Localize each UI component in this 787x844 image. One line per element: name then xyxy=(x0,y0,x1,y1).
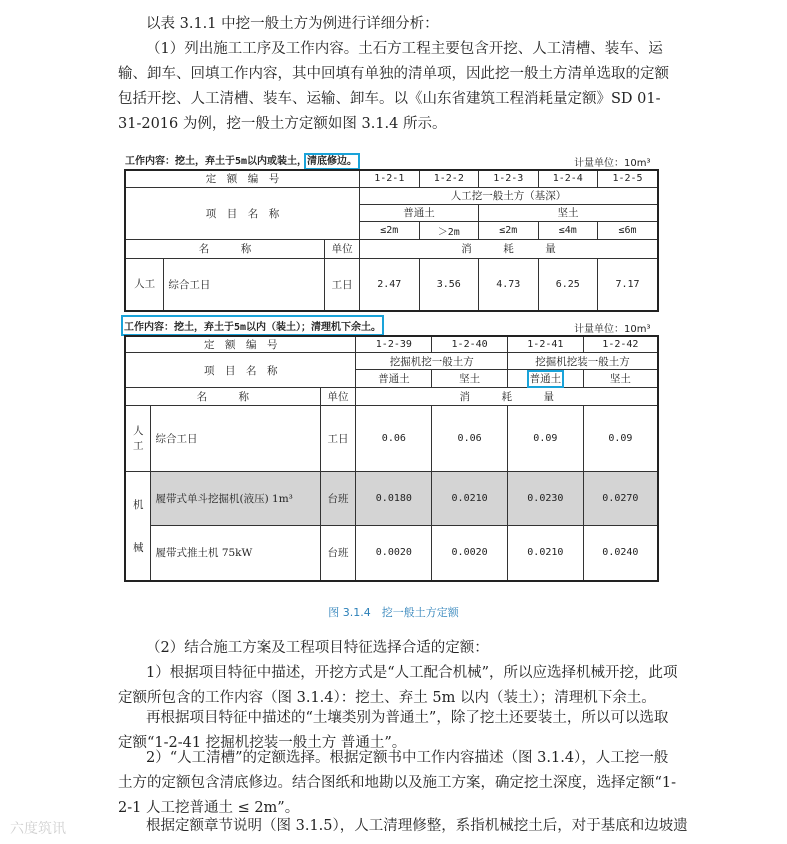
code-cell: 1-2-41 xyxy=(507,336,583,353)
row-unit: 台班 xyxy=(320,472,356,526)
quota-table-machine xyxy=(124,335,659,582)
category-labor: 人工 xyxy=(125,258,164,311)
group-header: 挖掘机挖装一般土方 xyxy=(507,353,658,370)
value-cell: 2.47 xyxy=(360,258,419,311)
step2-2-paragraph: 2）“人工清槽”的定额选择。根据定额书中工作内容描述（图 3.1.4），人工挖一般土方的定额包含清底修边。结合图纸和地勘以及施工方案，确定挖土深度，选择定额“1-2-1 人工挖普通土 ≤ 2m”。 xyxy=(118,750,677,816)
value-cell: 0.0020 xyxy=(432,526,508,581)
header-name: 名 称 xyxy=(125,388,320,406)
soil-header: 坚土 xyxy=(479,204,658,221)
group-header: 挖掘机挖一般土方 xyxy=(356,353,508,370)
row-name: 综合工日 xyxy=(151,406,320,472)
step2-1b-paragraph: 再根据项目特征中描述的“土壤类别为普通土”，除了挖土还要装土，所以可以选取定额“1-2-41 挖掘机挖装一般土方 普通土”。 xyxy=(118,710,669,751)
quota-table-manual xyxy=(124,169,659,312)
value-cell: 0.09 xyxy=(507,406,583,472)
table1-work-prefix: 工作内容：挖土，弃土于5m以内或装土， xyxy=(125,156,308,167)
step2-paragraph: （2）结合施工方案及工程项目特征选择合适的定额： xyxy=(146,640,489,656)
group-header: 人工挖一般土方（基深） xyxy=(360,187,658,204)
row-name: 综合工日 xyxy=(164,258,325,311)
soil-cell: 坚土 xyxy=(432,370,508,388)
soil-header: 普通土 xyxy=(360,204,479,221)
header-name: 名 称 xyxy=(125,239,325,258)
category-machine-char1: 机 xyxy=(132,498,144,511)
value-cell: 0.06 xyxy=(432,406,508,472)
label-code: 定 额 编 号 xyxy=(125,170,360,187)
value-cell: 6.25 xyxy=(538,258,597,311)
code-cell: 1-2-39 xyxy=(356,336,432,353)
step1-paragraph: （1）列出施工工序及工作内容。土石方工程主要包含开挖、人工清槽、装车、运输、卸车、回填工作内容，其中回填有单独的清单项，因此挖一般土方清单选取的定额包括开挖、人工清槽、装车、运输、卸车。以《山东省建筑工程消耗量定额》SD 01-31-2016 为例，挖一般土方定额如图 3.1.4 所示。 xyxy=(118,41,669,132)
depth-cell: ≤2m xyxy=(360,221,419,239)
depth-cell: ≤4m xyxy=(538,221,597,239)
table2-work-content: 工作内容：挖土，弃土于5m以内（装土）；清理机下余土。 xyxy=(124,318,381,333)
value-cell: 7.17 xyxy=(598,258,659,311)
soil-cell: 普通土 xyxy=(356,370,432,388)
table1-work-content xyxy=(125,152,357,167)
step2-1-paragraph: 1）根据项目特征中描述，开挖方式是“人工配合机械”，所以应选择机械开挖，此项定额所包含的工作内容（图 3.1.4）：挖土、弃土 5m 以内（装土）；清理机下余土。 xyxy=(118,665,678,706)
value-cell: 0.0230 xyxy=(507,472,583,526)
value-cell: 0.0020 xyxy=(356,526,432,581)
row-unit: 台班 xyxy=(320,526,356,581)
code-cell: 1-2-3 xyxy=(479,170,538,187)
code-cell: 1-2-1 xyxy=(360,170,419,187)
row-unit: 工日 xyxy=(325,258,360,311)
code-cell: 1-2-5 xyxy=(598,170,659,187)
category-labor: 人工 xyxy=(125,406,151,472)
value-cell: 0.0270 xyxy=(583,472,658,526)
soil-cell: 坚土 xyxy=(583,370,658,388)
value-cell: 3.56 xyxy=(419,258,478,311)
row-name: 履带式单斗挖掘机(液压) 1m³ xyxy=(151,472,320,526)
intro-paragraph: 以表 3.1.1 中挖一般土方为例进行详细分析： xyxy=(146,16,439,32)
label-item: 项 目 名 称 xyxy=(125,187,360,239)
table1-work-highlight: 清底修边。 xyxy=(307,156,358,167)
depth-cell: ≤6m xyxy=(598,221,659,239)
label-code: 定 额 编 号 xyxy=(125,336,356,353)
code-cell: 1-2-42 xyxy=(583,336,658,353)
code-cell: 1-2-4 xyxy=(538,170,597,187)
depth-cell: ＞2m xyxy=(419,221,478,239)
header-unit: 单位 xyxy=(325,239,360,258)
soil-cell xyxy=(507,370,583,388)
header-consume: 消 耗 量 xyxy=(360,239,658,258)
value-cell: 0.06 xyxy=(356,406,432,472)
table1-unit: 计量单位：10m³ xyxy=(574,158,651,169)
value-cell: 0.09 xyxy=(583,406,658,472)
depth-cell: ≤2m xyxy=(479,221,538,239)
figure-caption: 图 3.1.4 挖一般土方定额 xyxy=(328,606,459,619)
label-item: 项 目 名 称 xyxy=(125,353,356,388)
value-cell: 4.73 xyxy=(479,258,538,311)
code-cell: 1-2-40 xyxy=(432,336,508,353)
value-cell: 0.0210 xyxy=(432,472,508,526)
value-cell: 0.0210 xyxy=(507,526,583,581)
row-unit: 工日 xyxy=(320,406,356,472)
header-unit: 单位 xyxy=(320,388,356,406)
value-cell: 0.0180 xyxy=(356,472,432,526)
code-cell: 1-2-2 xyxy=(419,170,478,187)
value-cell: 0.0240 xyxy=(583,526,658,581)
category-machine-char2: 械 xyxy=(132,541,144,554)
watermark: 六度筑讯 xyxy=(10,821,66,837)
step2-2b-paragraph: 根据定额章节说明（图 3.1.5），人工清理修整，系指机械挖土后，对于基底和边坡遗 xyxy=(146,818,688,834)
soil-highlight: 普通土 xyxy=(529,373,562,385)
header-consume: 消 耗 量 xyxy=(356,388,658,406)
category-machine xyxy=(125,472,151,581)
row-name: 履带式推土机 75kW xyxy=(151,526,320,581)
table2-unit: 计量单位：10m³ xyxy=(574,324,651,335)
